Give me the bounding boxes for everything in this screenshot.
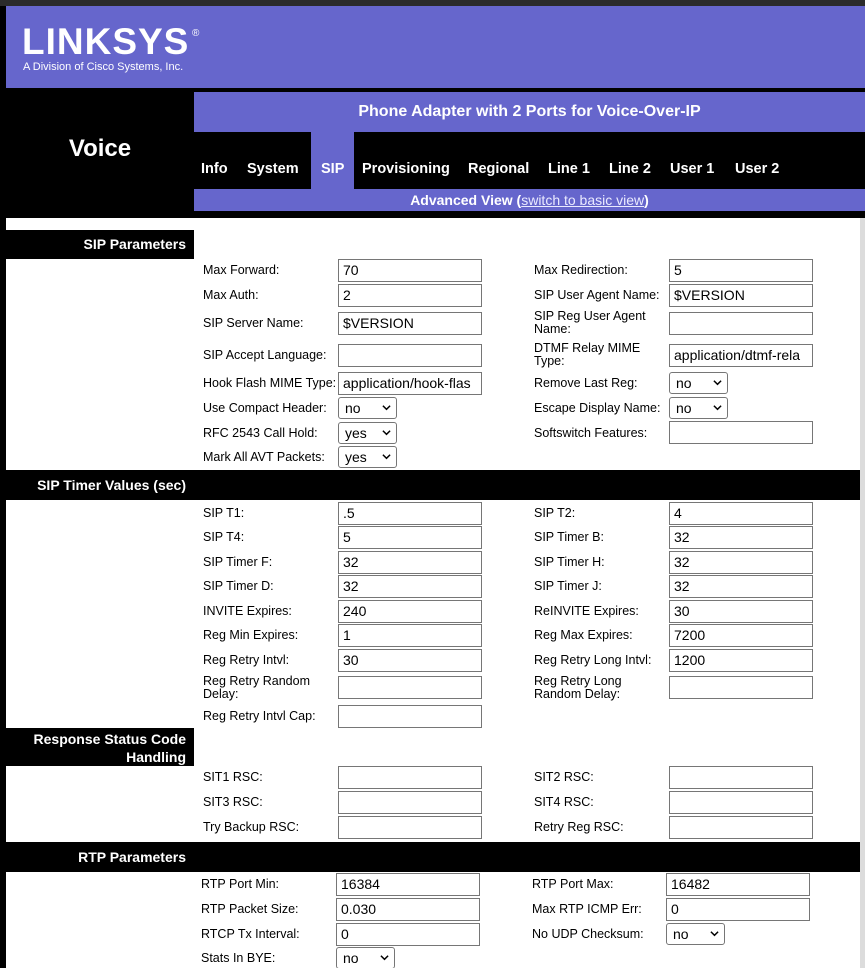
- escape-display-name-select[interactable]: [669, 397, 728, 419]
- max-auth-input[interactable]: 2: [338, 284, 482, 307]
- sip-t1-label: SIP T1:: [203, 506, 245, 520]
- mark-all-avt-packets-select[interactable]: [338, 446, 397, 468]
- current-view-label: Advanced View: [410, 192, 513, 208]
- retry-reg-rsc-input[interactable]: [669, 816, 813, 839]
- sip-t4-input[interactable]: 5: [338, 526, 482, 549]
- registered-mark: ®: [192, 28, 200, 39]
- sip-user-agent-name-input[interactable]: $VERSION: [669, 284, 813, 307]
- sit2-rsc-label: SIT2 RSC:: [534, 770, 594, 784]
- no-udp-checksum-select[interactable]: [666, 923, 725, 945]
- try-backup-rsc-input[interactable]: [338, 816, 482, 839]
- label-line-2: Delay:: [203, 687, 239, 701]
- sip-timer-h-input[interactable]: 32: [669, 551, 813, 574]
- reg-retry-intvl-label: Reg Retry Intvl:: [203, 653, 290, 667]
- rtp-port-max-input[interactable]: 16482: [666, 873, 810, 896]
- chevron-down-icon: [382, 428, 391, 437]
- tab-line-1[interactable]: Line 1: [548, 161, 590, 177]
- max-redirection-input[interactable]: 5: [669, 259, 813, 282]
- hook-flash-mime-type-input[interactable]: application/hook-flas: [338, 372, 482, 395]
- max-rtp-icmp-err-label: Max RTP ICMP Err:: [532, 902, 642, 916]
- escape-display-name-label: Escape Display Name:: [534, 401, 661, 415]
- section-sip-timer-values: SIP Timer Values (sec): [6, 470, 194, 500]
- remove-last-reg-label: Remove Last Reg:: [534, 376, 638, 390]
- sip-user-agent-name-label: SIP User Agent Name:: [534, 288, 660, 302]
- max-auth-label: Max Auth:: [203, 288, 259, 302]
- reg-retry-intvl-cap-label: Reg Retry Intvl Cap:: [203, 709, 316, 723]
- section-title-line-1: Response Status Code: [33, 731, 186, 747]
- sip-server-name-input[interactable]: $VERSION: [338, 312, 482, 335]
- label-line-1: DTMF Relay MIME: [534, 341, 641, 355]
- select-value: yes: [345, 449, 367, 465]
- sit3-rsc-input[interactable]: [338, 791, 482, 814]
- dtmf-relay-mime-type-input[interactable]: application/dtmf-rela: [669, 344, 813, 367]
- label-line-1: Reg Retry Long: [534, 674, 622, 688]
- tab-system[interactable]: System: [247, 161, 299, 177]
- sip-timer-b-input[interactable]: 32: [669, 526, 813, 549]
- select-value: no: [343, 950, 359, 966]
- sip-accept-language-label: SIP Accept Language:: [203, 348, 327, 362]
- label-line-2: Name:: [534, 322, 571, 336]
- reg-max-expires-input[interactable]: 7200: [669, 624, 813, 647]
- rtp-packet-size-label: RTP Packet Size:: [201, 902, 299, 916]
- sip-timer-j-input[interactable]: 32: [669, 575, 813, 598]
- sit2-rsc-input[interactable]: [669, 766, 813, 789]
- tab-bar: [194, 132, 865, 189]
- sip-reg-user-agent-name-label: [534, 310, 646, 336]
- sip-timer-f-input[interactable]: 32: [338, 551, 482, 574]
- section-divider: [194, 842, 860, 872]
- no-udp-checksum-label: No UDP Checksum:: [532, 927, 644, 941]
- close-paren: ): [644, 192, 649, 208]
- product-title: Phone Adapter with 2 Ports for Voice-Over-IP: [194, 92, 865, 132]
- section-title-line-2: Handling: [126, 749, 186, 765]
- rtcp-tx-interval-input[interactable]: 0: [336, 923, 480, 946]
- open-paren: (: [516, 192, 522, 208]
- reinvite-expires-label: ReINVITE Expires:: [534, 604, 639, 618]
- sit3-rsc-label: SIT3 RSC:: [203, 795, 263, 809]
- sip-t4-label: SIP T4:: [203, 530, 245, 544]
- label-line-2: Type:: [534, 354, 565, 368]
- sip-server-name-label: SIP Server Name:: [203, 316, 304, 330]
- rtp-port-max-label: RTP Port Max:: [532, 877, 614, 891]
- reg-retry-random-delay-label: [203, 675, 310, 701]
- stats-in-bye-select[interactable]: [336, 947, 395, 968]
- stats-in-bye-label: Stats In BYE:: [201, 951, 276, 965]
- tab-info[interactable]: Info: [201, 161, 228, 177]
- try-backup-rsc-label: Try Backup RSC:: [203, 820, 300, 834]
- tab-user-2[interactable]: User 2: [735, 161, 780, 177]
- mark-all-avt-packets-label: Mark All AVT Packets:: [203, 450, 325, 464]
- chevron-down-icon: [382, 403, 391, 412]
- label-line-1: Reg Retry Random: [203, 674, 310, 688]
- switch-to-basic-view-link[interactable]: switch to basic view: [521, 192, 645, 208]
- sip-timer-f-label: SIP Timer F:: [203, 555, 273, 569]
- reg-min-expires-label: Reg Min Expires:: [203, 628, 299, 642]
- brand-header: [6, 6, 865, 88]
- label-line-1: SIP Reg User Agent: [534, 309, 646, 323]
- sip-t2-input[interactable]: 4: [669, 502, 813, 525]
- select-value: no: [676, 400, 692, 416]
- max-forward-label: Max Forward:: [203, 263, 280, 277]
- rfc-2543-call-hold-select[interactable]: [338, 422, 397, 444]
- section-rtp-parameters: RTP Parameters: [6, 842, 194, 872]
- select-value: yes: [345, 425, 367, 441]
- tab-sip[interactable]: SIP: [311, 132, 354, 189]
- tab-regional[interactable]: Regional: [468, 161, 530, 177]
- chevron-down-icon: [380, 953, 389, 962]
- section-divider: [194, 470, 860, 500]
- rfc-2543-call-hold-label: RFC 2543 Call Hold:: [203, 426, 318, 440]
- reinvite-expires-input[interactable]: 30: [669, 600, 813, 623]
- reg-min-expires-input[interactable]: 1: [338, 624, 482, 647]
- sip-timer-h-label: SIP Timer H:: [534, 555, 605, 569]
- reg-retry-long-intvl-input[interactable]: 1200: [669, 649, 813, 672]
- reg-retry-intvl-cap-input[interactable]: [338, 705, 482, 728]
- chevron-down-icon: [382, 452, 391, 461]
- select-value: no: [676, 375, 692, 391]
- max-rtp-icmp-err-input[interactable]: 0: [666, 898, 810, 921]
- max-redirection-label: Max Redirection:: [534, 263, 628, 277]
- sit1-rsc-label: SIT1 RSC:: [203, 770, 263, 784]
- chevron-down-icon: [713, 378, 722, 387]
- chevron-down-icon: [710, 929, 719, 938]
- rtp-packet-size-input[interactable]: 0.030: [336, 898, 480, 921]
- use-compact-header-label: Use Compact Header:: [203, 401, 327, 415]
- dtmf-relay-mime-type-label: [534, 342, 640, 368]
- hook-flash-mime-type-label: Hook Flash MIME Type:: [203, 376, 337, 390]
- section-response-status-code-handling: [6, 728, 194, 766]
- sip-timer-b-label: SIP Timer B:: [534, 530, 604, 544]
- sip-timer-j-label: SIP Timer J:: [534, 579, 602, 593]
- rtcp-tx-interval-label: RTCP Tx Interval:: [201, 927, 300, 941]
- tab-user-1[interactable]: User 1: [670, 161, 715, 177]
- brand-tagline: A Division of Cisco Systems, Inc.: [23, 61, 184, 73]
- use-compact-header-select[interactable]: [338, 397, 397, 419]
- invite-expires-input[interactable]: 240: [338, 600, 482, 623]
- sip-t2-label: SIP T2:: [534, 506, 576, 520]
- sip-accept-language-input[interactable]: [338, 344, 482, 367]
- reg-retry-random-delay-input[interactable]: [338, 676, 482, 699]
- reg-retry-intvl-input[interactable]: 30: [338, 649, 482, 672]
- select-value: no: [673, 926, 689, 942]
- reg-retry-long-random-delay-input[interactable]: [669, 676, 813, 699]
- sit4-rsc-label: SIT4 RSC:: [534, 795, 594, 809]
- tab-provisioning[interactable]: Provisioning: [362, 161, 450, 177]
- page-title: Voice: [68, 135, 132, 162]
- sip-timer-d-label: SIP Timer D:: [203, 579, 274, 593]
- rtp-port-min-label: RTP Port Min:: [201, 877, 280, 891]
- remove-last-reg-select[interactable]: [669, 372, 728, 394]
- select-value: no: [345, 400, 361, 416]
- reg-max-expires-label: Reg Max Expires:: [534, 628, 633, 642]
- linksys-logo: LINKSYS: [22, 21, 190, 62]
- retry-reg-rsc-label: Retry Reg RSC:: [534, 820, 624, 834]
- softswitch-features-input[interactable]: [669, 421, 813, 444]
- reg-retry-long-random-delay-label: [534, 675, 622, 701]
- max-forward-input[interactable]: 70: [338, 259, 482, 282]
- chevron-down-icon: [713, 403, 722, 412]
- sit1-rsc-input[interactable]: [338, 766, 482, 789]
- sip-timer-d-input[interactable]: 32: [338, 575, 482, 598]
- sip-reg-user-agent-name-input[interactable]: [669, 312, 813, 335]
- softswitch-features-label: Softswitch Features:: [534, 426, 648, 440]
- section-sip-parameters: SIP Parameters: [6, 230, 194, 259]
- reg-retry-long-intvl-label: Reg Retry Long Intvl:: [534, 653, 652, 667]
- invite-expires-label: INVITE Expires:: [203, 604, 292, 618]
- sit4-rsc-input[interactable]: [669, 791, 813, 814]
- tab-line-2[interactable]: Line 2: [609, 161, 651, 177]
- sip-t1-input[interactable]: .5: [338, 502, 482, 525]
- scrollbar[interactable]: [860, 218, 865, 968]
- rtp-port-min-input[interactable]: 16384: [336, 873, 480, 896]
- label-line-2: Random Delay:: [534, 687, 621, 701]
- view-mode-bar: [194, 189, 865, 211]
